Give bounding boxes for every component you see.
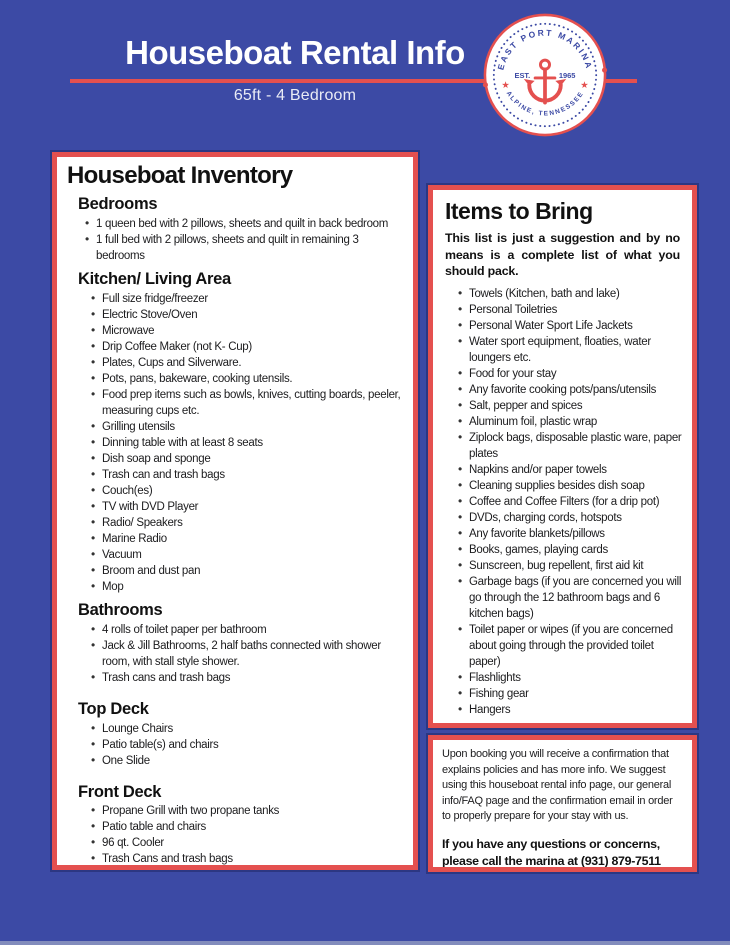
list-item: • Sunscreen, bug repellent, first aid kit: [458, 558, 683, 574]
list-item: • Full size fridge/freezer: [91, 291, 405, 307]
inventory-section-bedrooms: [63, 195, 407, 264]
list-item: • Electric Stove/Oven: [91, 307, 405, 323]
list-item: • Aluminum foil, plastic wrap: [458, 414, 683, 430]
list-item: • Trash cans and trash bags: [91, 670, 405, 686]
list-item: • Patio table(s) and chairs: [91, 737, 405, 753]
list-item: • Napkins and/or paper towels: [458, 462, 683, 478]
badge-bottom-text: ALPINE, TENNESSEE: [504, 90, 586, 118]
header-subtitle: 65ft - 4 Bedroom: [233, 87, 357, 104]
list-item: • Radio/ Speakers: [91, 515, 405, 531]
page-title: Houseboat Rental Info: [125, 34, 465, 71]
bedrooms-list: [63, 216, 407, 264]
list-item: • Pots, pans, bakeware, cooking utensils.: [91, 371, 405, 387]
list-item: • Toilet paper or wipes (if you are concerned about going through the provided toilet paper): [458, 622, 683, 670]
list-item: • Vacuum: [91, 547, 405, 563]
list-item: • Flashlights: [458, 670, 683, 686]
list-item: • Dinning table with at least 8 seats: [91, 435, 405, 451]
section-heading: Front Deck: [78, 782, 162, 801]
list-item: • Food prep items such as bowls, knives, cutting boards, peeler, measuring cups etc.: [91, 387, 405, 419]
badge-year-label: 1965: [558, 70, 576, 80]
section-heading: Bathrooms: [78, 600, 163, 619]
badge-top-text: EAST PORT MARINA: [495, 27, 595, 72]
list-item: • Towels (Kitchen, bath and lake): [458, 286, 683, 302]
badge-ring-dot-right: [602, 68, 607, 73]
section-heading: Bedrooms: [78, 195, 158, 214]
list-item: • Salt, pepper and spices: [458, 398, 683, 414]
list-item: • Trash Cans and trash bags: [91, 851, 405, 867]
list-item: • Hangers: [458, 702, 683, 718]
list-item: • Propane Grill with two propane tanks: [91, 803, 405, 819]
items-to-bring-title: Items to Bring: [445, 198, 593, 224]
booking-note-body: Upon booking you will receive a confirmation that explains policies and has more info. We suggest using this houseboat rental info page, our general info/FAQ page and the confirmation email in order to properly prepare for your stay with us.: [442, 748, 673, 822]
bottom-strip: [0, 941, 730, 945]
list-item: • DVDs, charging cords, hotspots: [458, 510, 683, 526]
list-item: • Drip Coffee Maker (not K- Cup): [91, 339, 405, 355]
list-item: • Personal Water Sport Life Jackets: [458, 318, 683, 334]
inventory-section-top-deck: [63, 700, 407, 769]
inventory-section-kitchen: [63, 270, 407, 595]
contact-line-1: If you have any questions or concerns,: [442, 836, 660, 851]
list-item: • Plates, Cups and Silverware.: [91, 355, 405, 371]
inventory-section-bathrooms: [63, 601, 407, 686]
front-deck-list: [63, 803, 407, 867]
list-item: • Dish soap and sponge: [91, 451, 405, 467]
list-item: • Personal Toiletries: [458, 302, 683, 318]
inventory-section-front-deck: [63, 783, 407, 868]
star-icon-right: ★: [580, 79, 589, 90]
items-to-bring-card: [428, 185, 697, 728]
inventory-title: Houseboat Inventory: [67, 162, 293, 189]
list-item: • Marine Radio: [91, 531, 405, 547]
list-item: • 1 full bed with 2 pillows, sheets and quilt in remaining 3 bedrooms: [85, 232, 405, 264]
list-item: • 1 queen bed with 2 pillows, sheets and quilt in back bedroom: [85, 216, 405, 232]
list-item: • Couch(es): [91, 483, 405, 499]
list-item: • TV with DVD Player: [91, 499, 405, 515]
list-item: • Garbage bags (if you are concerned you will go through the 12 bathroom bags and 6 kitchen bags): [458, 574, 683, 622]
bathrooms-list: [63, 622, 407, 686]
list-item: • Broom and dust pan: [91, 563, 405, 579]
star-icon-left: ★: [501, 79, 510, 90]
section-heading: Top Deck: [78, 699, 149, 718]
items-to-bring-intro: This list is just a suggestion and by no means is a complete list of what you should pack.: [445, 231, 680, 278]
list-item: • Coffee and Coffee Filters (for a drip pot): [458, 494, 683, 510]
kitchen-list: [63, 291, 407, 595]
list-item: • Books, games, playing cards: [458, 542, 683, 558]
list-item: • 96 qt. Cooler: [91, 835, 405, 851]
list-item: • Microwave: [91, 323, 405, 339]
booking-note-contact: [442, 836, 683, 870]
list-item: • Any favorite blankets/pillows: [458, 526, 683, 542]
section-heading: Kitchen/ Living Area: [78, 270, 231, 289]
list-item: • Lounge Chairs: [91, 721, 405, 737]
list-item: • Trash can and trash bags: [91, 467, 405, 483]
list-item: • Ziplock bags, disposable plastic ware, paper plates: [458, 430, 683, 462]
list-item: • Cleaning supplies besides dish soap: [458, 478, 683, 494]
contact-line-2: please call the marina at (931) 879-7511: [442, 853, 661, 868]
list-item: • Any favorite cooking pots/pans/utensils: [458, 382, 683, 398]
list-item: • Patio table and chairs: [91, 819, 405, 835]
list-item: • Jack & Jill Bathrooms, 2 half baths connected with shower room, with stall style shower.: [91, 638, 405, 670]
inventory-card: [52, 152, 418, 870]
items-to-bring-list: [440, 286, 685, 718]
list-item: • Mop: [91, 579, 405, 595]
badge-ring-dot-left: [483, 82, 488, 87]
list-item: • Fishing gear: [458, 686, 683, 702]
marina-badge: [481, 11, 609, 139]
top-deck-list: [63, 721, 407, 769]
list-item: • 4 rolls of toilet paper per bathroom: [91, 622, 405, 638]
badge-est-label: EST.: [514, 70, 531, 80]
list-item: • Water sport equipment, floaties, water loungers etc.: [458, 334, 683, 366]
booking-note-card: [428, 735, 697, 872]
list-item: • Food for your stay: [458, 366, 683, 382]
list-item: • One Slide: [91, 753, 405, 769]
list-item: • Grilling utensils: [91, 419, 405, 435]
